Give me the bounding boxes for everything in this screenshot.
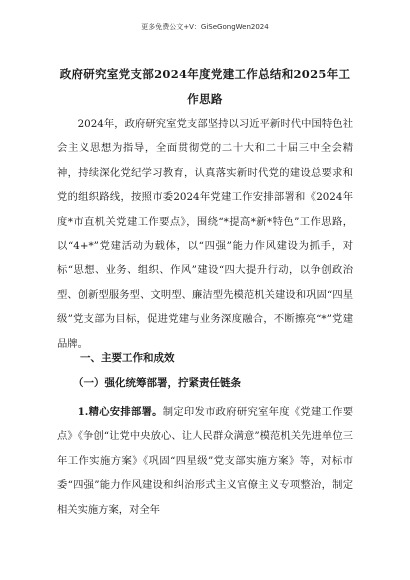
item-lead: 1.精心安排部署。	[77, 406, 163, 418]
header-note: 更多免费公文+V：GiSeGongWen2024	[141, 23, 269, 31]
subsection-heading: （一）强化统筹部署，拧紧责任链条	[73, 377, 241, 389]
document-title: 政府研究室党支部2024年度党建工作总结和2025年工作思路	[59, 67, 351, 106]
intro-paragraph: 2024年，政府研究室党支部坚持以习近平新时代中国特色社会主义思想为指导，全面贯彻党的二十大和二十届三中全会精神，持续深化党纪学习教育，认真落实新时代党的建设总要求和党的组织路线，按照市委2024年党建工作安排部署和《2024年度*市直机关党建工作要点》，围绕“*提高*新*特色”工作思路，以“4+*”党建活动为载体，以“四强”能力作风建设为抓手，对标“思想、业务、组织、作风”建设“四大提升行动，以争创政治型、创新型服务型、文明型、廉洁型先模范机关建设和巩固“四星级”党支部为目标，促进党建与业务深度融合，不断擦亮“*”党建品牌。	[57, 118, 353, 350]
item-text: 制定印发市政府研究室年度《党建工作要点》《争创“让党中央放心、让人民群众满意”模范机关先进单位三年工作实施方案》《巩固“四星级”党支部实施方案》等，对标市委“四强”能力作风建设和纠治形式主义官僚主义专项整治，制定相关实施方案，对全年	[57, 406, 354, 516]
item-paragraph	[57, 400, 353, 522]
section-heading: 一、主要工作和成效	[80, 352, 175, 364]
